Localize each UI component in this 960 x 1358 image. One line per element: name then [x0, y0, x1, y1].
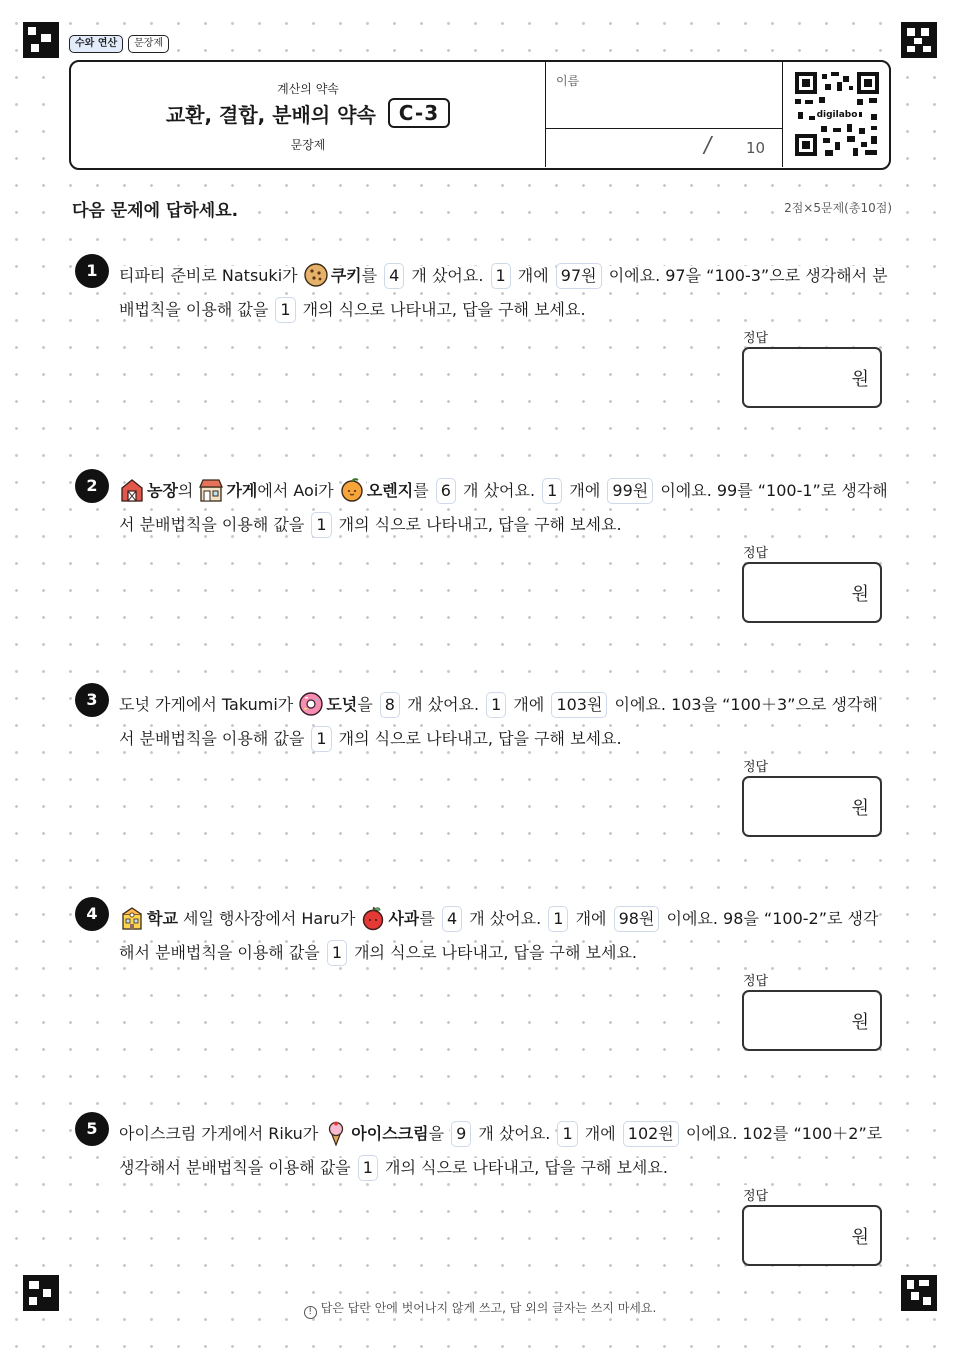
item-name: 오렌지 — [366, 481, 414, 500]
name-score-area — [545, 62, 782, 167]
donut-icon — [298, 691, 324, 717]
problem-text-part: 를 — [361, 266, 383, 285]
score-slash: / — [701, 133, 714, 158]
problem-4 — [75, 897, 890, 1097]
problem-text-part: 개 샀어요. — [473, 1124, 556, 1143]
tag-category: 수와 연산 — [69, 35, 123, 53]
orange-icon — [339, 477, 365, 503]
quantity-box: 8 — [380, 692, 400, 718]
apple-icon — [360, 905, 386, 931]
problem-text-part: 이에요. 103을 “100＋3”으로 생각해서 분배법칙을 이용해 값을 — [119, 695, 878, 748]
problem-text-part: 아이스크림 가게에서 Riku가 — [119, 1124, 324, 1143]
problem-text-part: 에서 Aoi가 — [257, 481, 339, 500]
problem-text-part: 개의 식으로 나타내고, 답을 구해 보세요. — [379, 1158, 668, 1177]
expression-count-box: 1 — [311, 512, 331, 538]
cookie-icon — [303, 262, 329, 288]
qr-area — [782, 62, 889, 167]
answer-label: 정답 — [743, 970, 768, 989]
item-name: 사과 — [388, 909, 420, 928]
item-name: 도넛 — [326, 695, 358, 714]
item-name: 아이스크림 — [351, 1124, 429, 1143]
problem-5 — [75, 1112, 890, 1312]
worksheet-header — [69, 60, 891, 170]
expression-count-box: 1 — [358, 1155, 378, 1181]
problem-text-part: 세일 행사장에서 Haru가 — [177, 909, 361, 928]
problem-text-part: 개에 — [570, 909, 612, 928]
quantity-box: 4 — [384, 263, 404, 289]
problem-text-part: 개 샀어요. — [401, 695, 485, 714]
expression-count-box: 1 — [327, 940, 347, 966]
problem-text-part: 을 — [357, 695, 378, 714]
problem-text-part: 개 샀어요. — [457, 481, 541, 500]
shop-icon — [198, 477, 224, 503]
answer-unit: 원 — [851, 1227, 869, 1248]
footer-note — [0, 1299, 960, 1319]
warning-icon: ! — [304, 1306, 317, 1319]
title-area — [71, 62, 545, 167]
problem-text — [119, 1117, 889, 1185]
problem-text-part: 이에요. 98을 “100-2”로 생각해서 분배법칙을 이용해 값을 — [119, 909, 879, 962]
problem-text-part: 개 샀어요. — [406, 266, 489, 285]
problem-text-part: 개의 식으로 나타내고, 답을 구해 보세요. — [333, 729, 622, 748]
problem-text-part: 이에요. 99를 “100-1”로 생각해서 분배법칙을 이용해 값을 — [119, 481, 888, 534]
problem-text-part: 개에 — [508, 695, 550, 714]
points-info: 2점×5문제(총10점) — [784, 201, 892, 215]
answer-label: 정답 — [743, 542, 768, 561]
problem-text-part: 개의 식으로 나타내고, 답을 구해 보세요. — [297, 300, 586, 319]
problem-number: 2 — [75, 469, 109, 503]
answer-label: 정답 — [743, 327, 768, 346]
category-tags — [69, 35, 169, 53]
unit-count-box: 1 — [542, 478, 562, 504]
problem-number: 1 — [75, 254, 109, 288]
answer-unit: 원 — [851, 1012, 869, 1033]
problem-number: 4 — [75, 897, 109, 931]
answer-field[interactable] — [742, 562, 882, 623]
problem-text-part: 을 — [428, 1124, 450, 1143]
problem-text-part: 도넛 가게에서 Takumi가 — [119, 695, 299, 714]
problem-text-part: 개에 — [512, 266, 554, 285]
answer-label: 정답 — [743, 1185, 768, 1204]
quantity-box: 4 — [442, 906, 462, 932]
quantity-box: 6 — [436, 478, 456, 504]
place-name: 농장 — [147, 481, 178, 500]
problem-text — [119, 902, 889, 970]
problem-text — [119, 259, 889, 327]
worksheet-subtitle: 계산의 약속 — [277, 82, 339, 96]
unit-count-box: 1 — [557, 1121, 577, 1147]
instruction: 다음 문제에 답하세요. — [69, 196, 241, 221]
place-name: 학교 — [147, 909, 178, 928]
problem-text — [119, 688, 889, 756]
answer-unit: 원 — [851, 584, 869, 605]
quantity-box: 9 — [451, 1121, 471, 1147]
corner-marker-top-right — [901, 22, 937, 58]
place-name: 가게 — [226, 481, 258, 500]
qr-code-icon — [795, 72, 879, 156]
problem-text-part: 개에 — [564, 481, 606, 500]
expression-count-box: 1 — [275, 297, 295, 323]
problem-text-part: 이에요. 102를 “100＋2”로 생각해서 분배법칙을 이용해 값을 — [119, 1124, 883, 1177]
qr-brand-text: digilabo — [816, 110, 858, 120]
problem-text-part: 이에요. 97을 “100-3”으로 생각해서 분배법칙을 이용해 값을 — [119, 266, 888, 319]
unit-count-box: 1 — [486, 692, 506, 718]
answer-unit: 원 — [851, 798, 869, 819]
footer-text: 답은 답란 안에 벗어나지 않게 쓰고, 답 외의 글자는 쓰지 마세요. — [320, 1301, 657, 1315]
unit-count-box: 1 — [548, 906, 568, 932]
problem-text — [119, 474, 889, 542]
answer-field[interactable] — [742, 990, 882, 1051]
tag-type: 문장제 — [128, 35, 169, 53]
answer-unit: 원 — [851, 369, 869, 390]
answer-field[interactable] — [742, 347, 882, 408]
price-box: 99원 — [607, 478, 653, 504]
problem-text-part: 개에 — [579, 1124, 621, 1143]
answer-field[interactable] — [742, 1205, 882, 1266]
worksheet-code: C-3 — [388, 98, 450, 128]
answer-field[interactable] — [742, 776, 882, 837]
problem-text-part: 티파티 준비로 Natsuki가 — [119, 266, 303, 285]
name-label: 이름 — [556, 74, 580, 88]
problem-3 — [75, 683, 890, 883]
price-box: 102원 — [623, 1121, 679, 1147]
problem-1 — [75, 254, 890, 454]
price-box: 98원 — [614, 906, 660, 932]
worksheet-type: 문장제 — [290, 138, 326, 152]
problem-text-part: 의 — [177, 481, 199, 500]
price-box: 103원 — [551, 692, 607, 718]
problem-text-part: 개의 식으로 나타내고, 답을 구해 보세요. — [349, 943, 637, 962]
problem-number: 3 — [75, 683, 109, 717]
corner-marker-top-left — [23, 22, 59, 58]
problem-2 — [75, 469, 890, 669]
problem-text-part: 개의 식으로 나타내고, 답을 구해 보세요. — [333, 515, 622, 534]
barn-icon — [119, 477, 145, 503]
item-name: 쿠키 — [330, 266, 362, 285]
score-field[interactable] — [546, 128, 782, 167]
problem-text-part: 개 샀어요. — [464, 909, 547, 928]
problem-text-part: 를 — [413, 481, 434, 500]
unit-count-box: 1 — [491, 263, 511, 289]
price-box: 97원 — [556, 263, 602, 289]
worksheet-title: 교환, 결합, 분배의 약속 — [165, 102, 376, 127]
ice-cream-icon — [323, 1120, 349, 1146]
school-icon — [119, 905, 145, 931]
problem-text-part: 를 — [419, 909, 440, 928]
score-total: 10 — [746, 139, 766, 157]
answer-label: 정답 — [743, 756, 768, 775]
problem-number: 5 — [75, 1112, 109, 1146]
expression-count-box: 1 — [311, 726, 331, 752]
